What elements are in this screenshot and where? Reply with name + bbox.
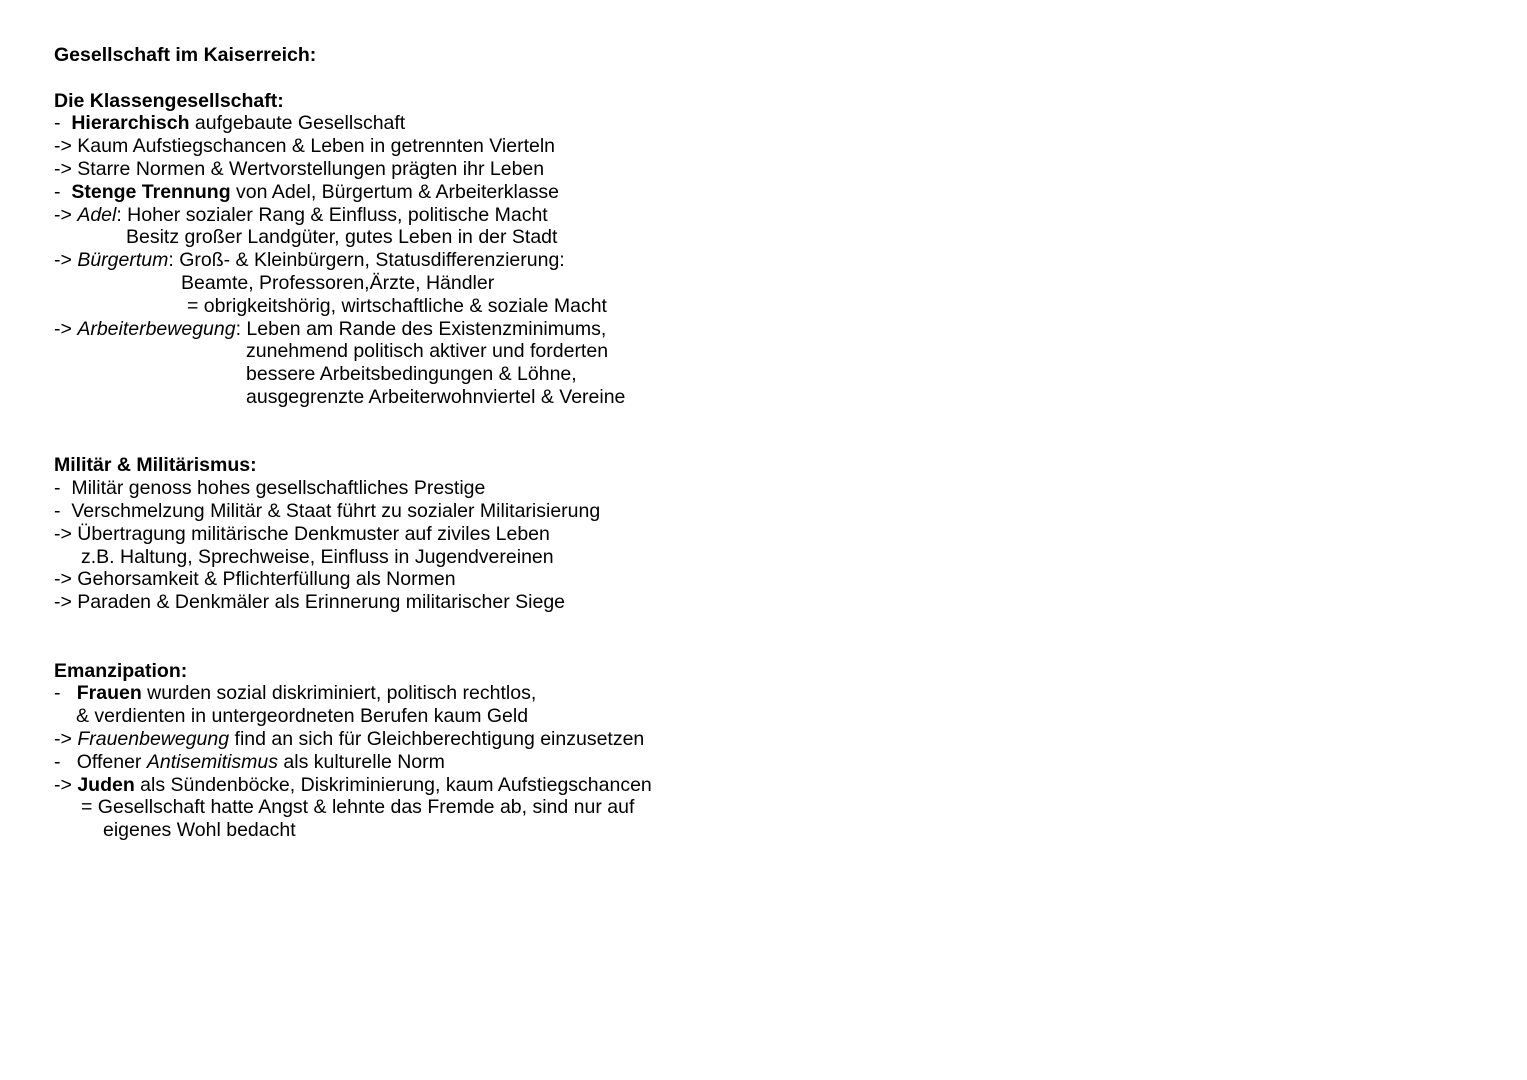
section-heading: Militär & Militärismus: bbox=[54, 454, 257, 477]
text-segment: -> Starre Normen & Wertvorstellungen prägten ihr Leben bbox=[54, 157, 545, 180]
italic-term: Bürgertum bbox=[77, 249, 169, 272]
text-line bbox=[54, 568, 1454, 591]
text-line bbox=[54, 819, 1454, 842]
bold-term: Hierarchisch bbox=[71, 112, 190, 135]
section-spacer bbox=[54, 614, 1454, 660]
text-segment: & verdienten in untergeordneten Berufen kaum Geld bbox=[76, 705, 529, 728]
text-line bbox=[54, 477, 1454, 500]
text-segment: als Sündenböcke, Diskriminierung, kaum Aufstiegschancen bbox=[134, 773, 652, 796]
text-segment: = obrigkeitshörig, wirtschaftliche & soziale Macht bbox=[187, 294, 607, 317]
text-segment: : Groß- & Kleinbürgern, Statusdifferenzierung: bbox=[168, 249, 565, 272]
text-segment: -> Kaum Aufstiegschancen & Leben in getrennten Vierteln bbox=[54, 135, 556, 158]
text-segment: -> Paraden & Denkmäler als Erinnerung militarischer Siege bbox=[54, 591, 566, 614]
text-segment: Beamte, Professoren,Ärzte, Händler bbox=[181, 271, 495, 294]
text-segment: - bbox=[54, 682, 77, 705]
text-segment: -> Übertragung militärische Denkmuster auf ziviles Leben bbox=[54, 522, 550, 545]
section-spacer bbox=[54, 409, 1454, 455]
text-line bbox=[54, 774, 1454, 797]
text-line bbox=[54, 272, 1454, 295]
text-segment: eigenes Wohl bedacht bbox=[103, 819, 296, 842]
text-line bbox=[54, 249, 1454, 272]
text-segment: : Hoher sozialer Rang & Einfluss, politische Macht bbox=[116, 203, 548, 226]
text-segment: -> bbox=[54, 317, 78, 340]
sections-container bbox=[54, 90, 1454, 842]
text-line bbox=[54, 112, 1454, 135]
text-line bbox=[54, 751, 1454, 774]
text-segment: find an sich für Gleichberechtigung einzusetzen bbox=[229, 727, 645, 750]
text-line bbox=[54, 591, 1454, 614]
italic-term: Frauenbewegung bbox=[77, 727, 230, 750]
spacer bbox=[54, 67, 1454, 90]
text-segment: als kulturelle Norm bbox=[277, 750, 445, 773]
text-segment: von Adel, Bürgertum & Arbeiterklasse bbox=[230, 180, 560, 203]
text-line bbox=[54, 204, 1454, 227]
italic-term: Adel bbox=[77, 203, 117, 226]
text-line bbox=[54, 796, 1454, 819]
section-heading: Die Klassengesellschaft: bbox=[54, 89, 284, 112]
text-segment: -> Gehorsamkeit & Pflichterfüllung als Normen bbox=[54, 568, 456, 591]
text-segment: Besitz großer Landgüter, gutes Leben in der Stadt bbox=[126, 226, 558, 249]
text-segment: - bbox=[54, 180, 72, 203]
text-line bbox=[54, 386, 1454, 409]
text-line bbox=[54, 705, 1454, 728]
italic-term: Antisemitismus bbox=[146, 750, 278, 773]
text-segment: -> bbox=[54, 203, 78, 226]
document-title: Gesellschaft im Kaiserreich: bbox=[54, 44, 317, 66]
text-line bbox=[54, 340, 1454, 363]
section-heading: Emanzipation: bbox=[54, 659, 188, 682]
text-line bbox=[54, 523, 1454, 546]
section bbox=[54, 660, 1454, 842]
bold-term: Juden bbox=[77, 773, 135, 796]
section bbox=[54, 90, 1454, 409]
text-segment: -> bbox=[54, 773, 78, 796]
text-segment: : Leben am Rande des Existenzminimums, bbox=[235, 317, 607, 340]
text-line bbox=[54, 135, 1454, 158]
text-segment: wurden sozial diskriminiert, politisch rechtlos, bbox=[141, 682, 537, 705]
text-segment: bessere Arbeitsbedingungen & Löhne, bbox=[246, 363, 577, 386]
text-line bbox=[54, 546, 1454, 569]
text-segment: z.B. Haltung, Sprechweise, Einfluss in Jugendvereinen bbox=[81, 545, 554, 568]
text-segment: zunehmend politisch aktiver und forderten bbox=[246, 340, 609, 363]
text-segment: - Offener bbox=[54, 750, 147, 773]
text-line bbox=[54, 158, 1454, 181]
text-line bbox=[54, 500, 1454, 523]
text-segment: ausgegrenzte Arbeiterwohnviertel & Vereine bbox=[246, 385, 626, 408]
text-line bbox=[54, 682, 1454, 705]
bold-term: Frauen bbox=[76, 682, 142, 705]
text-segment: - Militär genoss hohes gesellschaftliches Prestige bbox=[54, 477, 486, 500]
text-segment: = Gesellschaft hatte Angst & lehnte das Fremde ab, sind nur auf bbox=[81, 796, 635, 819]
text-segment: - Verschmelzung Militär & Staat führt zu sozialer Militarisierung bbox=[54, 499, 601, 522]
italic-term: Arbeiterbewegung bbox=[77, 317, 236, 340]
text-line bbox=[54, 295, 1454, 318]
text-segment: aufgebaute Gesellschaft bbox=[189, 112, 406, 135]
text-line bbox=[54, 318, 1454, 341]
text-segment: -> bbox=[54, 249, 78, 272]
text-segment: -> bbox=[54, 727, 78, 750]
text-line bbox=[54, 226, 1454, 249]
text-segment: - bbox=[54, 112, 72, 135]
section bbox=[54, 454, 1454, 614]
text-line bbox=[54, 363, 1454, 386]
document-page bbox=[54, 44, 1454, 842]
bold-term: Stenge Trennung bbox=[71, 180, 231, 203]
text-line bbox=[54, 181, 1454, 204]
text-line bbox=[54, 728, 1454, 751]
